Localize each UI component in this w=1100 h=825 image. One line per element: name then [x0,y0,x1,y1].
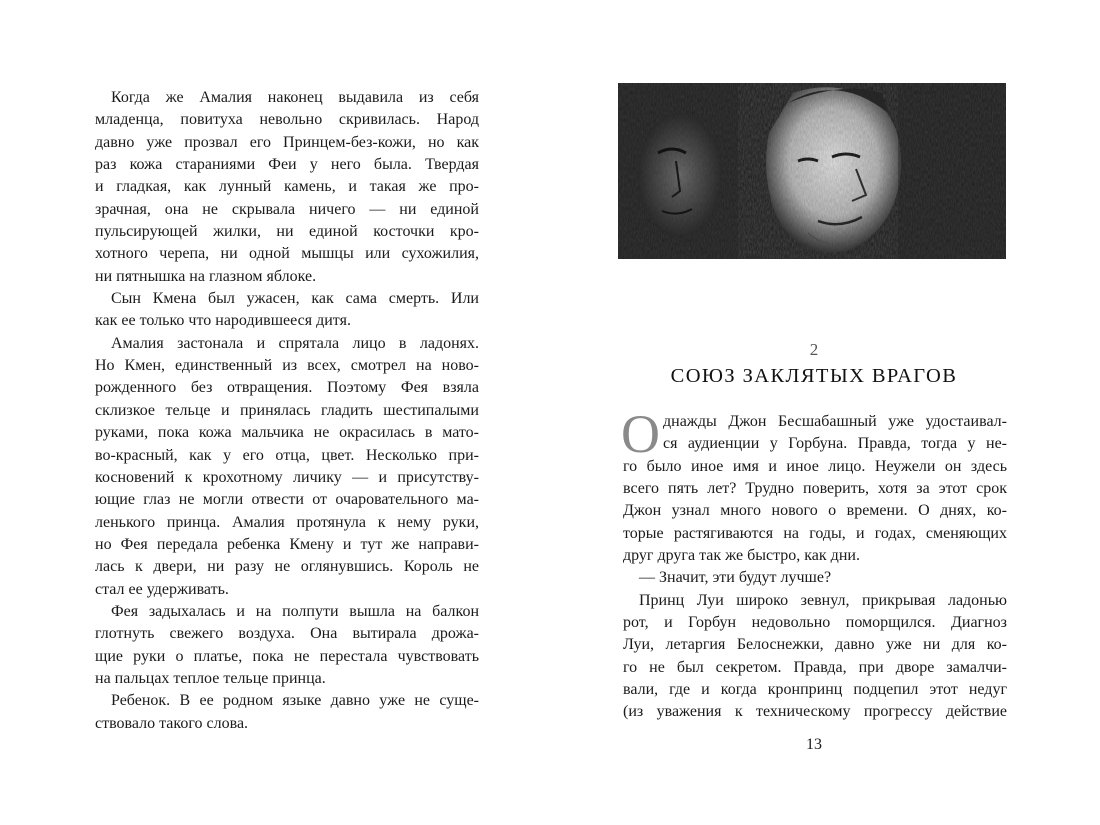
text-line: Сын Кмена был ужасен, как сама смерть. Или [111,290,479,308]
text-line: Фея задыхалась и на полпути вышла на балкон [111,602,479,620]
text-line: косновений к крохотному личику — и присутству- [95,468,479,486]
pencil-sketch-illustration [618,83,1006,259]
text-line: го было иное имя и иное лицо. Неужели он здесь [623,457,1007,475]
text-line: Принц Луи широко зевнул, прикрывая ладонью [639,591,1007,609]
text-line: вали, где и когда кронпринц подцепил этот недуг [623,681,1007,699]
chapter-title: СОЮЗ ЗАКЛЯТЫХ ВРАГОВ [670,365,958,387]
page-number: 13 [806,736,822,753]
text-line: как ее только что народившееся дитя. [95,312,351,330]
text-line: руками, пока кожа мальчика не окрасилась в мато- [95,424,479,442]
text-line: зрачная, она не скрывала ничего — ни единой [95,200,479,218]
text-line: давно уже прозвал его Принцем-без-кожи, но как [95,133,479,151]
right-page [550,0,1100,825]
text-line: и гладкая, как лунный камень, и такая же про- [95,178,479,196]
paragraph [95,87,479,288]
text-line: хотного черепа, ни одной мышцы или сухожилия, [95,245,479,263]
text-line: ленького принца. Амалия протянула к нему руки, [95,513,479,531]
text-line: торые растягиваются на годы, и годах, сменяющих [623,524,1007,542]
right-page-text [621,404,1007,724]
text-line: на пальцах теплое тельце принца. [95,669,326,687]
text-line: глотнуть свежего воздуха. Она вытирала дрожа- [95,625,479,643]
paragraph [621,404,1007,567]
text-line: рожденного без отвращения. Поэтому Фея взяла [95,379,479,397]
paragraph [95,333,479,601]
text-line: рот, и Горбун недовольно поморщился. Диагноз [623,614,1007,632]
text-line: — Значит, эти будут лучше? [639,569,832,587]
text-line: щие руки о платье, пока не перестала чувствовать [95,647,479,665]
text-line: Ребенок. В ее родном языке давно уже не суще- [111,692,479,710]
text-line: ющие глаз не могли отвести от очаровательного ма- [95,491,479,509]
text-line: Луи, летаргия Белоснежки, давно уже ни для ко- [623,636,1007,654]
text-line: младенца, повитуха невольно скривилась. Народ [95,111,479,129]
text-line: но Фея передала ребенка Кмену и тут же направи- [95,535,479,553]
text-line: Джон узнал много нового о времени. О днях, ко- [623,502,1007,520]
drop-cap: О [621,404,660,464]
text-line: ствовало такого слова. [95,714,249,732]
text-line: го не был секретом. Правда, при дворе замалчи- [623,658,1007,676]
text-line: (из уважения к техническому прогрессу действие [623,703,1007,721]
paragraph [623,590,1007,724]
paragraph [95,288,479,333]
text-line: во-красный, как у его отца, цвет. Несколько при- [95,446,479,464]
text-line: пульсирующей жилки, ни единой косточки кро- [95,223,479,241]
chapter-number: 2 [809,340,819,359]
text-line: стал ее удерживать. [95,580,229,598]
paragraph [95,690,479,735]
text-line: всего пять лет? Трудно поверить, хотя за этот срок [623,480,1007,498]
text-line: раз кожа стараниями Феи у него была. Твердая [95,156,479,174]
text-line-content: днажды Джон Бесшабашный уже удостаивал- [663,413,1007,430]
text-line: Когда же Амалия наконец выдавила из себя [111,89,479,106]
text-line: ни пятнышка на глазном яблоке. [95,267,317,285]
text-line: склизкое тельце и принялась гладить шестипалыми [95,401,479,419]
paragraph [623,567,1007,589]
text-line: Но Кмен, единственный из всех, смотрел на ново- [95,357,479,375]
text-line: Амалия застонала и спрятала лицо в ладонях. [111,334,479,352]
paragraph [95,601,479,690]
text-line: друг друга так же быстро, как дни. [623,547,860,565]
text-line: лась к двери, ни разу не оглянувшись. Король не [95,558,479,576]
text-line: ся аудиенции у Горбуна. Правда, тогда у не- [663,435,1007,453]
left-page-text [95,87,479,735]
